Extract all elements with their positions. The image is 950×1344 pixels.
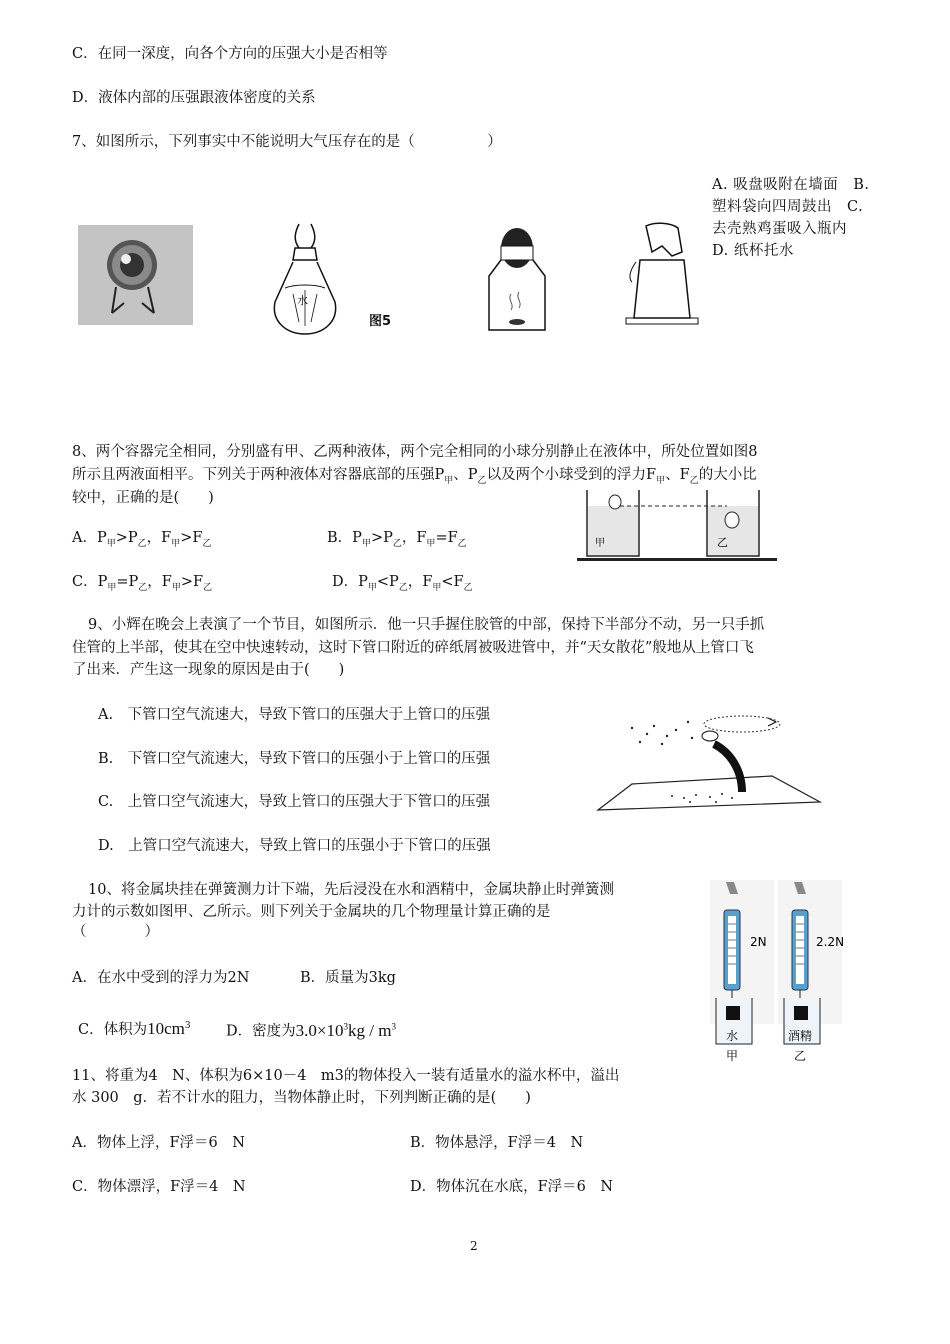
q10-c-exp: 3 (184, 1021, 191, 1031)
q8-sub: 乙 (477, 476, 487, 486)
q8-sub: 甲 (432, 583, 442, 593)
q10-d-exp: 3 (343, 1021, 348, 1031)
q11-option-c: C．物体漂浮，F浮＝4 N (72, 1179, 246, 1195)
q11-option-d: D．物体沉在水底，F浮＝6 N (410, 1179, 614, 1195)
q8-option-d (332, 572, 473, 598)
q8-sub: 乙 (463, 583, 473, 593)
q6-option-d: D．液体内部的压强跟液体密度的关系 (72, 90, 316, 106)
q8-option-b (327, 528, 467, 554)
q11-line-1: 11、将重为4 N、体积为6×10－4 m3的物体投入一装有适量水的溢水杯中，溢出 (72, 1068, 620, 1084)
reading-2n: 2N (750, 935, 767, 949)
spring-scale-figure (706, 880, 846, 1066)
q8-text: ，F (146, 530, 172, 546)
q8-text: =F (435, 530, 458, 546)
q8-text: >P (115, 530, 138, 546)
q8-sub: 甲 (426, 539, 436, 549)
q8-text: <P (376, 574, 399, 590)
q8-text: >F (180, 574, 204, 590)
q8-text: D．P (332, 574, 368, 590)
q8-text: 、F (665, 467, 690, 483)
plastic-bag-image (265, 222, 345, 340)
q8-line-1: 8、两个容器完全相同，分别盛有甲、乙两种液体，两个完全相同的小球分别静止在液体中，所处位置如图8 (72, 444, 758, 460)
q8-sub: 乙 (398, 583, 408, 593)
q8-text: 所示且两液面相平。下列关于两种液体对容器底部的压强P (72, 467, 445, 483)
q8-sub: 甲 (656, 476, 666, 486)
q6-option-c: C．在同一深度，向各个方向的压强大小是否相等 (72, 46, 388, 62)
q11-option-a: A．物体上浮，F浮＝6 N (72, 1135, 245, 1151)
suction-cup-image (78, 225, 193, 325)
page-number: 2 (470, 1239, 478, 1253)
q8-option-c (72, 572, 212, 598)
q10-d-num: 3.0×10 (295, 1020, 344, 1040)
q8-text: 以及两个小球受到的浮力F (486, 467, 657, 483)
q8-text: ，F (407, 574, 433, 590)
q8-sub: 甲 (171, 583, 181, 593)
q8-option-a (72, 528, 211, 554)
q8-text: 的大小比 (698, 467, 757, 483)
q10-d-unit: kg / m (347, 1020, 392, 1040)
q8-sub: 乙 (689, 476, 699, 486)
figure-5-caption: 图5 (369, 314, 392, 329)
q10-line-1: 10、将金属块挂在弹簧测力计下端，先后浸没在水和酒精中，金属块静止时弹簧测 (88, 882, 614, 898)
q10-line-3: （ ） (72, 924, 159, 940)
q9-option-a: A. 下管口空气流速大，导致下管口的压强大于上管口的压强 (98, 707, 491, 723)
q8-text: >F (180, 530, 203, 546)
q8-sub: 乙 (457, 539, 467, 549)
q10-option-c (78, 1016, 191, 1040)
q10-c-label: C．体积为 (78, 1021, 148, 1038)
q10-option-d (226, 1016, 396, 1042)
q10-line-2: 力计的示数如图甲、乙所示。则下列关于金属块的几个物理量计算正确的是 (72, 904, 551, 920)
q8-text: A．P (72, 530, 107, 546)
q10-c-value: 10cm (147, 1018, 185, 1038)
q10-d-label: D．密度为 (226, 1023, 296, 1040)
q8-line-3: 较中，正确的是( ) (72, 490, 214, 506)
q10-option-a: A．在水中受到的浮力为2N (72, 970, 250, 986)
beaker-water-label: 水 (726, 1029, 739, 1043)
q7-options: A. 吸盘吸附在墙面 B. 塑料袋向四周鼓出 C. 去壳熟鸡蛋吸入瓶内 D. 纸杯托水 (712, 177, 870, 259)
figure-yi-label: 乙 (794, 1049, 807, 1063)
q8-text: <F (441, 574, 464, 590)
container-jia-label: 甲 (595, 538, 605, 549)
q9-option-c: C. 上管口空气流速大，导致上管口的压强大于下管口的压强 (98, 794, 491, 810)
q8-sub: 乙 (203, 583, 213, 593)
q8-text: =P (116, 574, 139, 590)
reading-2-2n: 2.2N (816, 935, 845, 949)
q9-option-d: D. 上管口空气流速大，导致上管口的压强小于下管口的压强 (98, 838, 491, 854)
container-yi-label: 乙 (717, 536, 728, 549)
paper-cup-image (622, 222, 702, 332)
q11-option-b: B．物体悬浮，F浮＝4 N (410, 1135, 584, 1151)
q8-sub: 乙 (392, 539, 402, 549)
q8-text: C．P (72, 574, 108, 590)
q8-sub: 乙 (202, 539, 212, 549)
q8-sub: 乙 (138, 583, 148, 593)
q11-line-2: 水 300 g．若不计水的阻力，当物体静止时，下列判断正确的是( ) (72, 1090, 531, 1106)
q8-text: ，F (401, 530, 427, 546)
bag-water-label: 水 (297, 294, 308, 307)
q8-sub: 甲 (171, 539, 181, 549)
q10-option-b: B．质量为3kg (300, 970, 396, 986)
q8-text: 、P (453, 467, 478, 483)
q9-line-3: 了出来．产生这一现象的原因是由于( ) (72, 662, 345, 678)
q9-line-2: 住管的上半部，使其在空中快速转动，这时下管口附近的碎纸屑被吸进管中，并“天女散花”般地从上管口飞 (72, 640, 754, 656)
q8-sub: 甲 (361, 539, 371, 549)
q10-d-unit-exp: 3 (391, 1021, 396, 1031)
q8-sub: 甲 (106, 539, 116, 549)
spinning-tube-figure (592, 712, 832, 816)
q7-question: 7、如图所示，下列事实中不能说明大气压存在的是（ ） (72, 134, 502, 150)
q8-containers-figure (577, 484, 777, 564)
q8-sub: 甲 (444, 476, 454, 486)
q8-sub: 甲 (367, 583, 377, 593)
q9-line-1: 9、小辉在晚会上表演了一个节目，如图所示．他一只手握住胶管的中部，保持下半部分不动，另一只手抓 (88, 617, 765, 633)
figure-jia-label: 甲 (726, 1049, 739, 1063)
egg-bottle-image (485, 218, 550, 336)
q8-text: ，F (147, 574, 172, 590)
q8-text: B．P (327, 530, 362, 546)
q8-text: >P (370, 530, 393, 546)
q9-option-b: B. 下管口空气流速大，导致下管口的压强小于上管口的压强 (98, 751, 491, 767)
q8-sub: 乙 (137, 539, 147, 549)
q10-d-value (296, 1021, 396, 1040)
q8-sub: 甲 (107, 583, 117, 593)
beaker-alcohol-label: 酒精 (788, 1029, 813, 1043)
